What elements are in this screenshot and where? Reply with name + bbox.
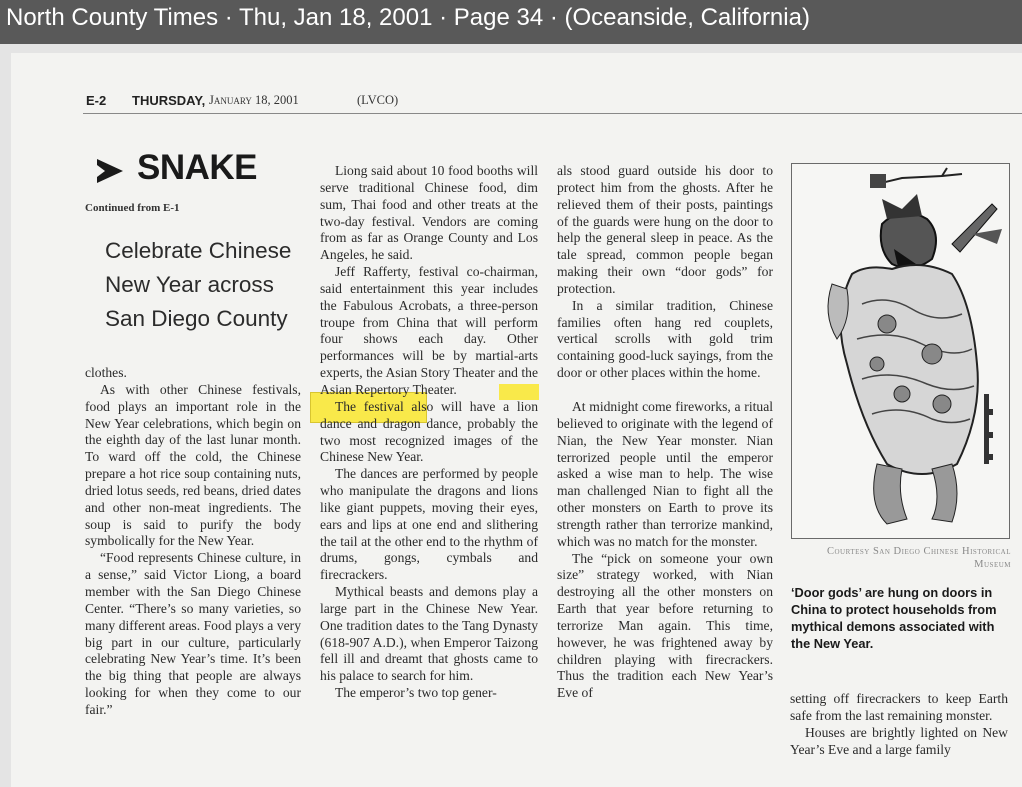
column-paragraph: Liong said about 10 food booths will serve traditional Chinese food, dim sum, Thai food and other treats at the two-day festival. Vendors are coming from as far as Orange County and Los Angeles, he said. xyxy=(320,163,538,263)
door-god-photo xyxy=(791,163,1010,539)
paragraph-text: Jeff Rafferty, festival co-chairman, said entertainment this year includes the Fabulous Acrobats, a three-person troupe from China that will perform four shows each day. Other performances will be by martial-arts experts, the xyxy=(320,264,538,381)
column-paragraph: The festival also will have a lion dance and dragon dance, probably the two most recognized images of the Chinese New Year. xyxy=(320,398,538,465)
text-column-4 xyxy=(790,691,1008,758)
page-title: North County Times · Thu, Jan 18, 2001 · Page 34 · (Oceanside, California) xyxy=(6,4,810,31)
text-column-3 xyxy=(557,163,773,702)
header-edition: (LVCO) xyxy=(357,93,399,107)
page-number: E-2 xyxy=(86,93,107,108)
column-paragraph: At midnight come fireworks, a ritual believed to originate with the legend of Nian, the New Year monster. Nian terrorized people until the emperor asked a wise man to help. The wise man challenged Nian to fight all the other monsters on Earth to prove its strength rather than terrorize mankind, which was no match for the monster. xyxy=(557,398,773,549)
page-title-bar xyxy=(0,0,1022,44)
arrow-notch xyxy=(97,165,105,177)
section-kicker: SNAKE xyxy=(137,148,258,187)
column-paragraph: The dances are performed by people who manipulate the dragons and lions like giant puppets, moving their eyes, ears and lips at one end and slithering the tail at the other end to the rhythm of drums, gongs, cymbals and firecrackers. xyxy=(320,466,538,583)
photo-credit: Courtesy San Diego Chinese Historical Museum xyxy=(826,546,1011,570)
column-paragraph: The emperor’s two top gener- xyxy=(334,685,497,701)
highlighted-phrase[interactable]: Asian Story Theater xyxy=(385,365,495,381)
text-column-1 xyxy=(85,365,301,719)
column-paragraph: “Food represents Chinese culture, in a sense,” said Victor Liong, a board member with the San Diego Chinese Center. “There’s so many varieties, so many different areas. Food plays a very big part in our culture, particularly celebrating New Year’s time. It’s been the big thing that people are always looking for when they come to our fair.” xyxy=(85,550,301,717)
column-paragraph: In a similar tradition, Chinese families often hang red couplets, vertical scrolls with gold trim containing good-luck sayings, from the door or other places within the home. xyxy=(557,297,773,381)
column-paragraph: The “pick on someone your own size” strategy worked, with Nian destroying all the other monsters on Earth that year before returning to terrorize Man again. This time, however, he was frightened away by children playing with firecrackers. Thus the tradition each New Year’s Eve of xyxy=(557,550,773,701)
newspaper-page xyxy=(11,53,1022,787)
column-paragraph: Mythical beasts and demons play a large part in the Chinese New Year. One tradition dates to the Tang Dynasty (618-907 A.D.), when Emperor Taizong fell ill and dreamt that ghosts came to his palace to search for him. xyxy=(320,584,538,684)
photo-caption: ‘Door gods’ are hung on doors in China to protect households from mythical demons associated with the New Year. xyxy=(791,585,997,651)
column-paragraph: clothes. xyxy=(85,365,127,380)
door-god-illustration-icon xyxy=(792,164,1009,538)
header-day: THURSDAY, xyxy=(132,93,206,108)
text-column-2 xyxy=(320,163,538,702)
column-paragraph: Houses are brightly lighted on New Year’s Eve and a large family xyxy=(790,724,1008,757)
header-rule xyxy=(83,113,1022,114)
paragraph-text: and the Asian Repertory Theater. xyxy=(320,365,538,397)
column-paragraph xyxy=(320,264,538,399)
continued-line: Continued from E-1 xyxy=(85,202,180,214)
column-paragraph: As with other Chinese festivals, food plays an important role in the New Year celebrations, which begin on the eighth day of the last lunar month. To ward off the cold, the Chinese prepare a hot rice soup containing nuts, dried lotus seeds, red beans, dried dates and other non-meat ingredients. The soup is said to purify the body symbolically for the New Year. xyxy=(85,381,301,549)
article-deck: Celebrate Chinese New Year across San Diego County xyxy=(105,238,292,331)
column-paragraph: als stood guard outside his door to protect him from the ghosts. After he relieved them of their posts, paintings of the guards were hung on the door to help the general sleep in peace. As the tale spread, common people began making their own “door gods” for protection. xyxy=(557,163,773,296)
header-date: January 18, 2001 xyxy=(209,93,299,107)
column-paragraph: setting off firecrackers to keep Earth safe from the last remaining monster. xyxy=(790,691,1008,723)
